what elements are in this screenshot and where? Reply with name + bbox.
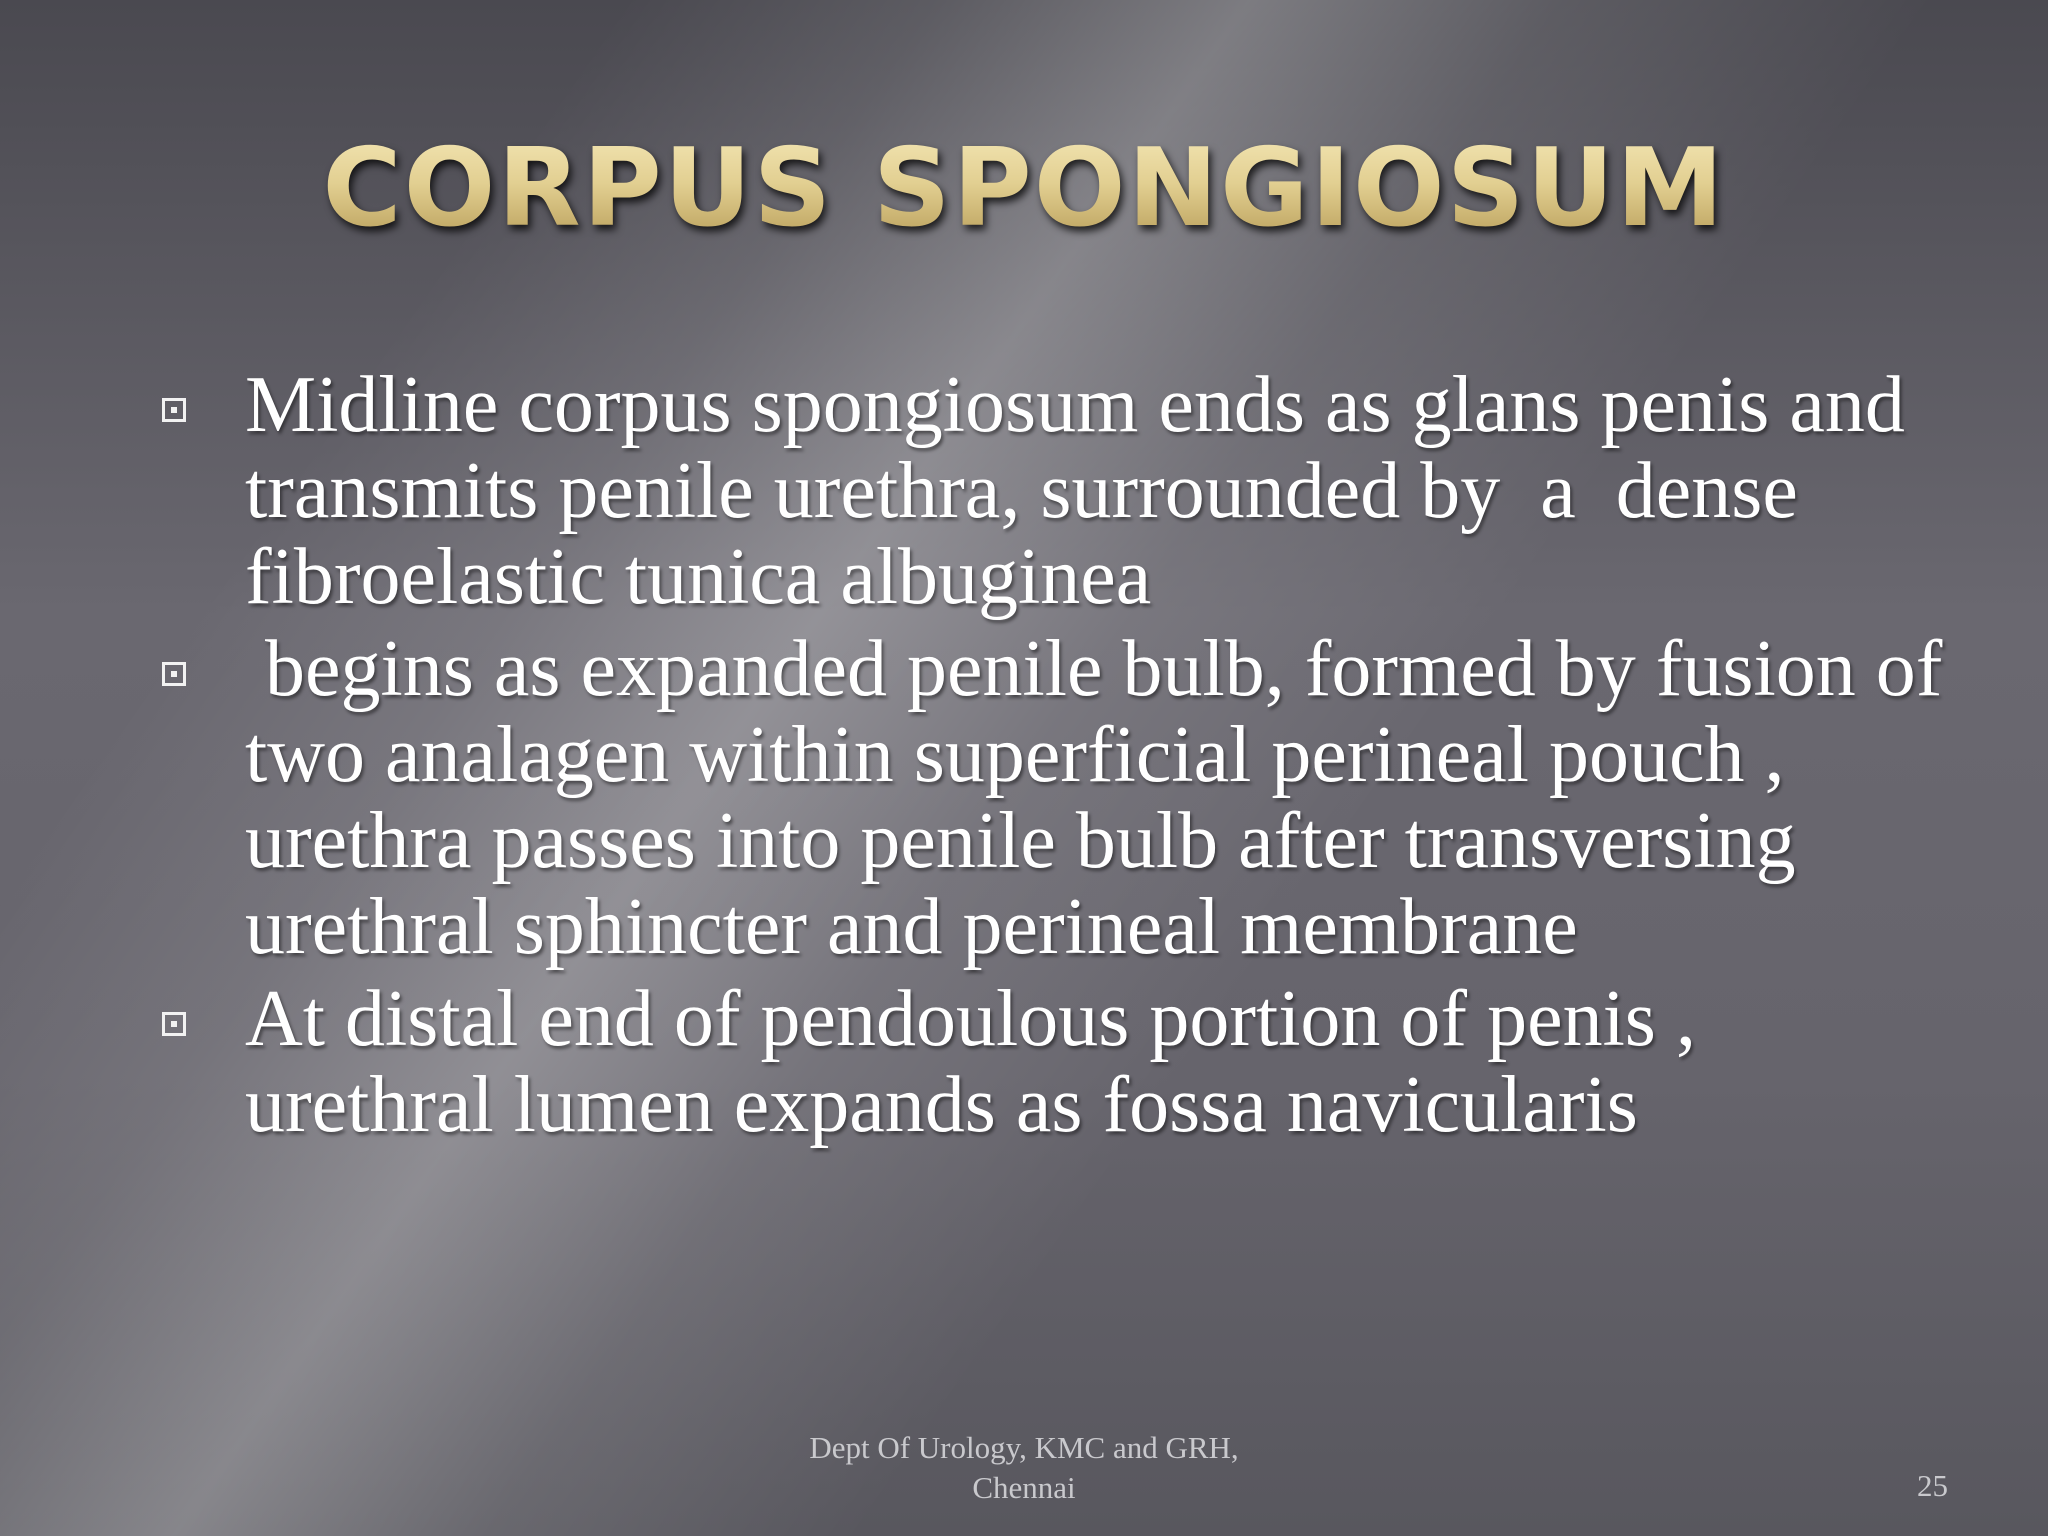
bullet-item [155, 362, 1945, 620]
square-bullet-icon [162, 1012, 186, 1036]
square-bullet-icon [162, 398, 186, 422]
footer-line-2: Chennai [972, 1470, 1076, 1505]
bullet-list [155, 361, 1963, 1154]
bullet-item [155, 625, 1963, 971]
square-bullet-icon [162, 662, 186, 686]
footer-line-1: Dept Of Urology, KMC and GRH, [809, 1430, 1239, 1465]
page-number: 25 [1917, 1468, 1948, 1503]
slide-title: CORPUS SPONGIOSUM [0, 130, 2048, 249]
bullet-text: At distal end of pendoulous portion of penis , urethral lumen expands as fossa navicularis [245, 975, 1716, 1149]
bullet-text: Midline corpus spongiosum ends as glans penis and transmits penile urethra, surrounded by a dense fibroelastic tunica albuginea [245, 361, 1925, 621]
bullet-text: begins as expanded penile bulb, formed by fusion of two analagen within superficial perineal pouch , urethra passes into penile bulb after transversing urethral sphincter and perineal membrane [245, 625, 1963, 971]
bullet-item [155, 976, 1945, 1148]
slide-footer [724, 1428, 1324, 1508]
